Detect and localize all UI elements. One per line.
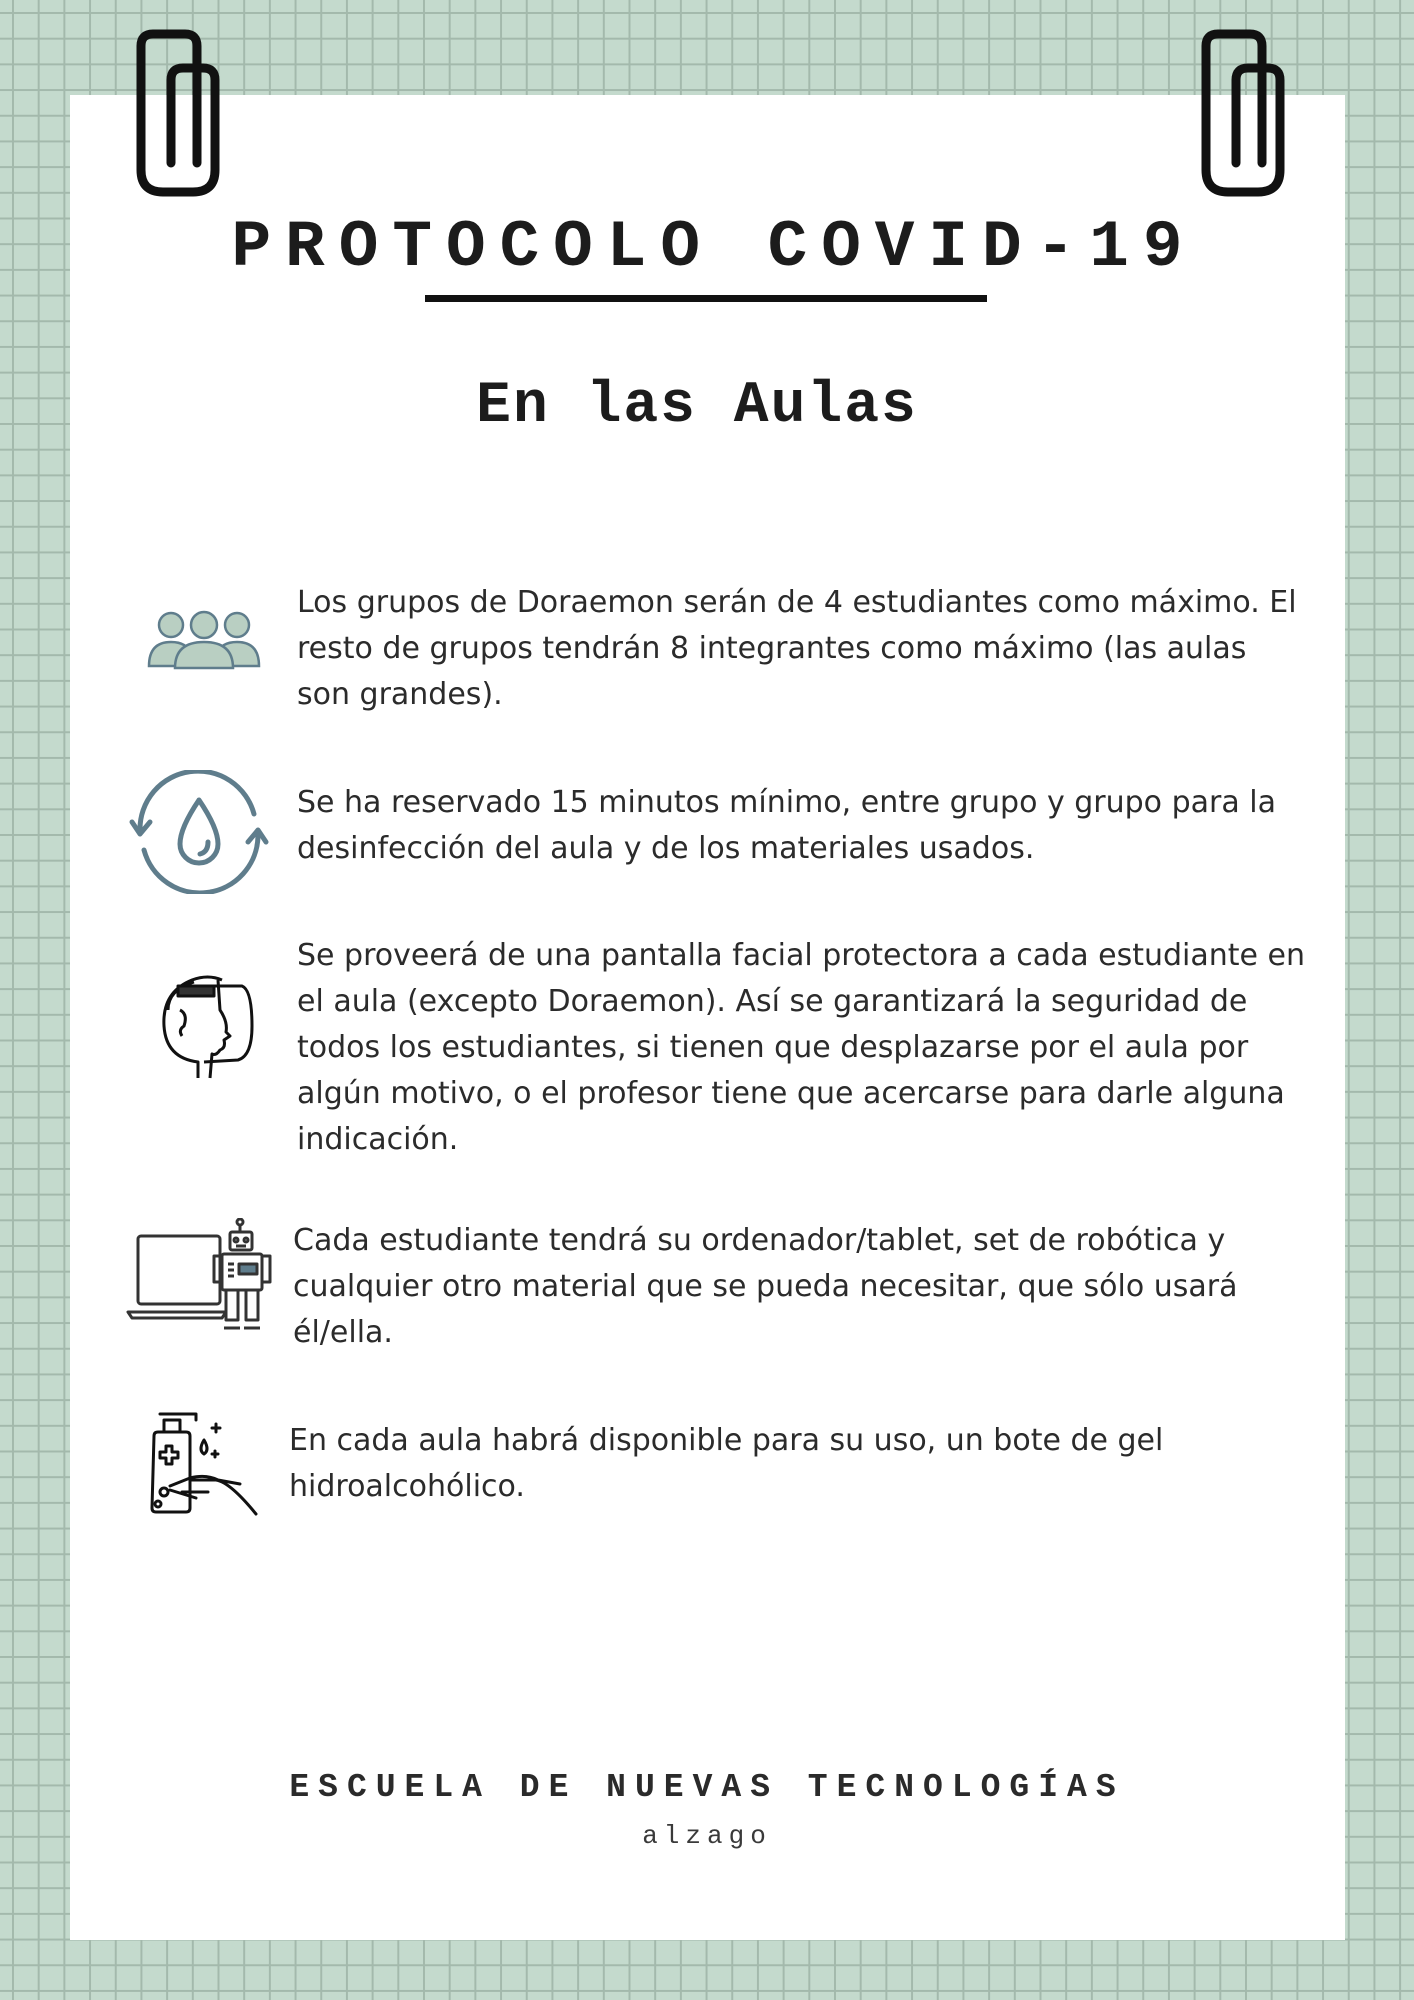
disinfection-cycle-icon [126, 770, 272, 894]
paperclip-icon [1198, 28, 1288, 200]
item-text: Se proveerá de una pantalla facial protectora a cada estudiante en el aula (excepto Doraemon). Así se garantizará la seguridad de todos los estudiantes, si tienen que desplazarse por el aula por algún motivo, o el profesor tiene que acercarse para darle alguna indicación. [297, 938, 1306, 1157]
author-name: alzago [642, 1821, 772, 1851]
page-title: PROTOCOLO COVID-19 [231, 210, 1197, 285]
face-shield-icon [158, 970, 254, 1080]
item-text: En cada aula habrá disponible para su uso, un bote de gel hidroalcohólico. [289, 1423, 1164, 1504]
page-subtitle: En las Aulas [476, 374, 918, 439]
paperclip-icon [133, 28, 223, 200]
laptop-robot-icon [126, 1218, 276, 1334]
item-text: Cada estudiante tendrá su ordenador/tablet, set de robótica y cualquier otro material que se pueda necesitar, que sólo usará él/ella. [293, 1223, 1238, 1350]
school-name: ESCUELA DE NUEVAS TECNOLOGÍAS [289, 1769, 1125, 1806]
item-text: Los grupos de Doraemon serán de 4 estudiantes como máximo. El resto de grupos tendrán 8 integrantes como máximo (las aulas son grandes). [297, 585, 1297, 712]
item-text: Se ha reservado 15 minutos mínimo, entre grupo y grupo para la desinfección del aula y de los materiales usados. [297, 785, 1276, 866]
title-underline [425, 295, 987, 302]
group-people-icon [147, 608, 261, 670]
hand-sanitizer-icon [146, 1408, 258, 1520]
